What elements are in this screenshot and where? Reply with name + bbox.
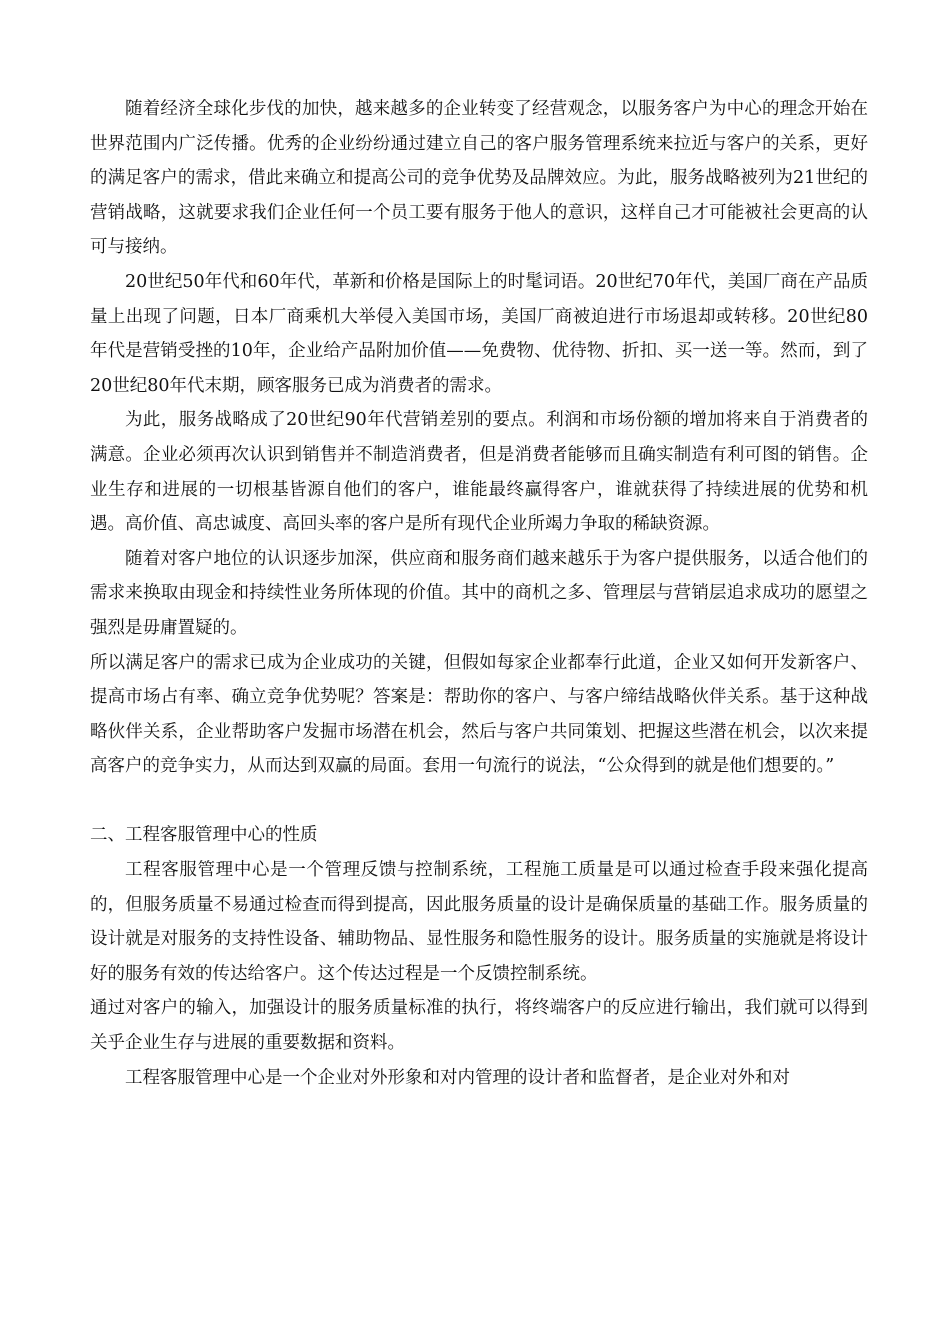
paragraph-customer-needs: 所以满足客户的需求已成为企业成功的关键，但假如每家企业都奉行此道，企业又如何开发新客户、提高市场占有率、确立竞争优势呢？答案是：帮助你的客户、与客户缔结战略伙伴关系。基于这种战略伙伴关系，企业帮助客户发掘市场潜在机会，然后与客户共同策划、把握这些潜在机会，以次来提高客户的竞争实力，从而达到双赢的局面。套用一句流行的说法，“公众得到的就是他们想要的。” <box>90 652 868 777</box>
paragraph-globalization: 随着经济全球化步伐的加快，越来越多的企业转变了经营观念，以服务客户为中心的理念开始在世界范围内广泛传播。优秀的企业纷纷通过建立自己的客户服务管理系统来拉近与客户的关系，更好的满足客户的需求，借此来确立和提高公司的竞争优势及品牌效应。为此，服务战略被列为21世纪的营销战略，这就要求我们企业任何一个员工要有服务于他人的意识，这样自己才可能被社会更高的认可与接纳。 <box>90 99 868 258</box>
paragraph-history: 20世纪50年代和60年代，革新和价格是国际上的时髦词语。20世纪70年代，美国厂商在产品质量上出现了问题，日本厂商乘机大举侵入美国市场，美国厂商被迫进行市场退却或转移。20世纪80年代是营销受挫的10年，企业给产品附加价值——免费物、优待物、折扣、买一送一等。然而，到了20世纪80年代末期，顾客服务已成为消费者的需求。 <box>90 271 868 396</box>
document-page <box>90 92 868 1095</box>
paragraph-feedback-system: 工程客服管理中心是一个管理反馈与控制系统，工程施工质量是可以通过检查手段来强化提高的，但服务质量不易通过检查而得到提高，因此服务质量的设计是确保质量的基础工作。服务质量的设计就是对服务的支持性设备、辅助物品、显性服务和隐性服务的设计。服务质量的实施就是将设计好的服务有效的传达给客户。这个传达过程是一个反馈控制系统。 <box>90 860 868 984</box>
paragraph-designer-supervisor: 工程客服管理中心是一个企业对外形象和对内管理的设计者和监督者，是企业对外和对 <box>125 1067 790 1088</box>
section-heading: 二、工程客服管理中心的性质 <box>90 825 318 846</box>
paragraph-customer-status: 随着对客户地位的认识逐步加深，供应商和服务商们越来越乐于为客户提供服务，以适合他们的需求来换取由现金和持续性业务所体现的价值。其中的商机之多、管理层与营销层追求成功的愿望之强烈是毋庸置疑的。 <box>90 548 868 638</box>
paragraph-service-strategy: 为此，服务战略成了20世纪90年代营销差别的要点。利润和市场份额的增加将来自于消费者的满意。企业必须再次认识到销售并不制造消费者，但是消费者能够而且确实制造有利可图的销售。企业生存和进展的一切根基皆源自他们的客户，谁能最终赢得客户，谁就获得了持续进展的优势和机遇。高价值、高忠诚度、高回头率的客户是所有现代企业所竭力争取的稀缺资源。 <box>90 410 868 535</box>
paragraph-customer-input: 通过对客户的输入，加强设计的服务质量标准的执行，将终端客户的反应进行输出，我们就可以得到关乎企业生存与进展的重要数据和资料。 <box>90 998 868 1054</box>
